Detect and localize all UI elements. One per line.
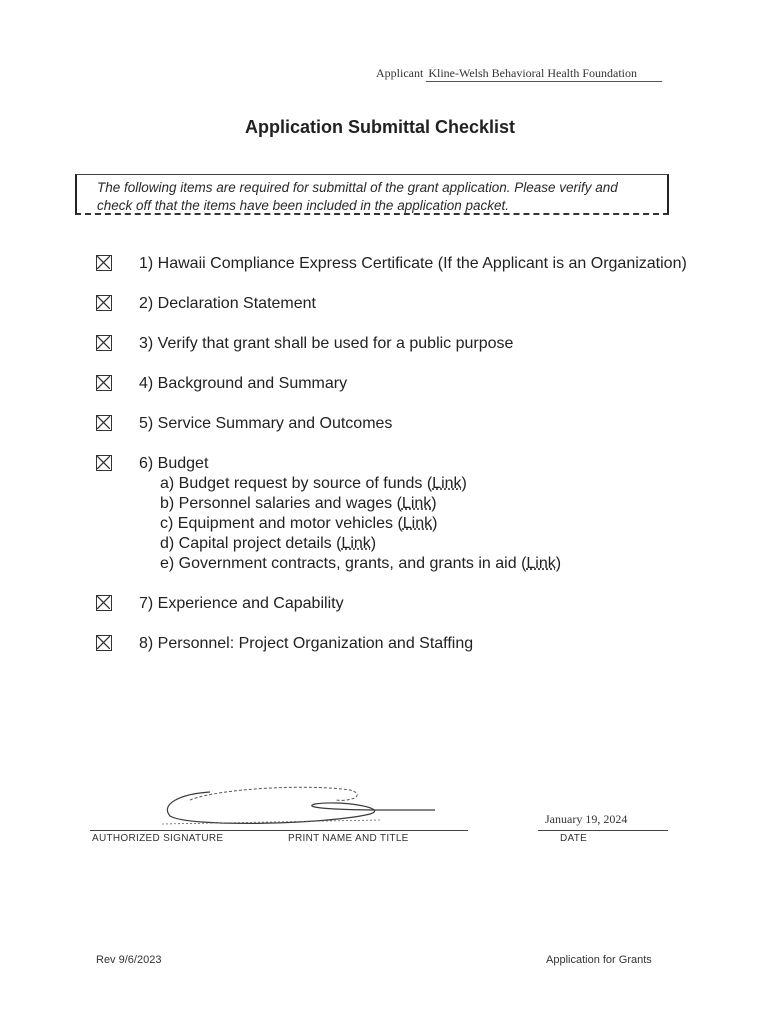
budget-subitem: b) Personnel salaries and wages (Link)	[160, 495, 437, 512]
instructions-box: The following items are required for submittal of the grant application. Please verify and check off that the items have been included in the application packet.	[75, 174, 669, 215]
date-line	[538, 830, 668, 831]
checklist-item-label: 3) Verify that grant shall be used for a public purpose	[139, 335, 514, 352]
checked-box-icon[interactable]	[96, 635, 112, 651]
budget-subitems	[160, 474, 696, 574]
authorized-signature-label: AUTHORIZED SIGNATURE	[92, 833, 224, 844]
checklist-item-6	[96, 454, 696, 574]
applicant-line	[376, 66, 662, 82]
subitem-link[interactable]: Link	[402, 515, 433, 532]
checklist-item-label: 4) Background and Summary	[139, 375, 348, 392]
checklist-item-5	[96, 414, 696, 434]
checklist-item-3	[96, 334, 696, 354]
subitem-link[interactable]: Link	[401, 495, 432, 512]
budget-subitem: c) Equipment and motor vehicles (Link)	[160, 515, 438, 532]
budget-subitem: e) Government contracts, grants, and grants in aid (Link)	[160, 555, 562, 572]
checked-box-icon[interactable]	[96, 255, 112, 271]
checked-box-icon[interactable]	[96, 415, 112, 431]
checklist-item-1	[96, 254, 696, 274]
subitem-label: e) Government contracts, grants, and grants in aid	[160, 555, 517, 572]
checklist-item-2	[96, 294, 696, 314]
revision-footer: Rev 9/6/2023	[96, 954, 162, 966]
subitem-label: c) Equipment and motor vehicles	[160, 515, 393, 532]
checklist-item-label: 1) Hawaii Compliance Express Certificate (If the Applicant is an Organization)	[139, 255, 687, 272]
applicant-label: Applicant	[376, 66, 424, 80]
checked-box-icon[interactable]	[96, 455, 112, 471]
checklist	[96, 254, 696, 654]
page-title: Application Submittal Checklist	[244, 117, 516, 137]
handwritten-signature	[150, 780, 440, 830]
subitem-label: d) Capital project details	[160, 535, 332, 552]
checklist-item-label: 2) Declaration Statement	[139, 295, 316, 312]
checked-box-icon[interactable]	[96, 375, 112, 391]
budget-subitem: a) Budget request by source of funds (Link)	[160, 475, 467, 492]
subitem-link[interactable]: Link	[432, 475, 462, 492]
form-name-footer: Application for Grants	[546, 954, 652, 966]
print-name-label: PRINT NAME AND TITLE	[288, 833, 409, 844]
budget-subitem: d) Capital project details (Link)	[160, 535, 377, 552]
checklist-item-8	[96, 634, 696, 654]
checklist-item-4	[96, 374, 696, 394]
checked-box-icon[interactable]	[96, 295, 112, 311]
subitem-label: b) Personnel salaries and wages	[160, 495, 393, 512]
checklist-item-7	[96, 594, 696, 614]
subitem-label: a) Budget request by source of funds	[160, 475, 423, 492]
signature-line	[90, 830, 468, 831]
applicant-name: Kline-Welsh Behavioral Health Foundation	[426, 66, 662, 82]
checklist-item-label: 8) Personnel: Project Organization and Staffing	[139, 635, 474, 652]
checklist-item-label: 6) Budget	[139, 455, 209, 472]
date-value: January 19, 2024	[545, 812, 628, 826]
checked-box-icon[interactable]	[96, 335, 112, 351]
date-label: DATE	[560, 833, 588, 844]
subitem-link[interactable]: Link	[526, 555, 556, 572]
checked-box-icon[interactable]	[96, 595, 112, 611]
subitem-link[interactable]: Link	[341, 535, 371, 552]
checklist-item-label: 5) Service Summary and Outcomes	[139, 415, 393, 432]
checklist-item-label: 7) Experience and Capability	[139, 595, 344, 612]
